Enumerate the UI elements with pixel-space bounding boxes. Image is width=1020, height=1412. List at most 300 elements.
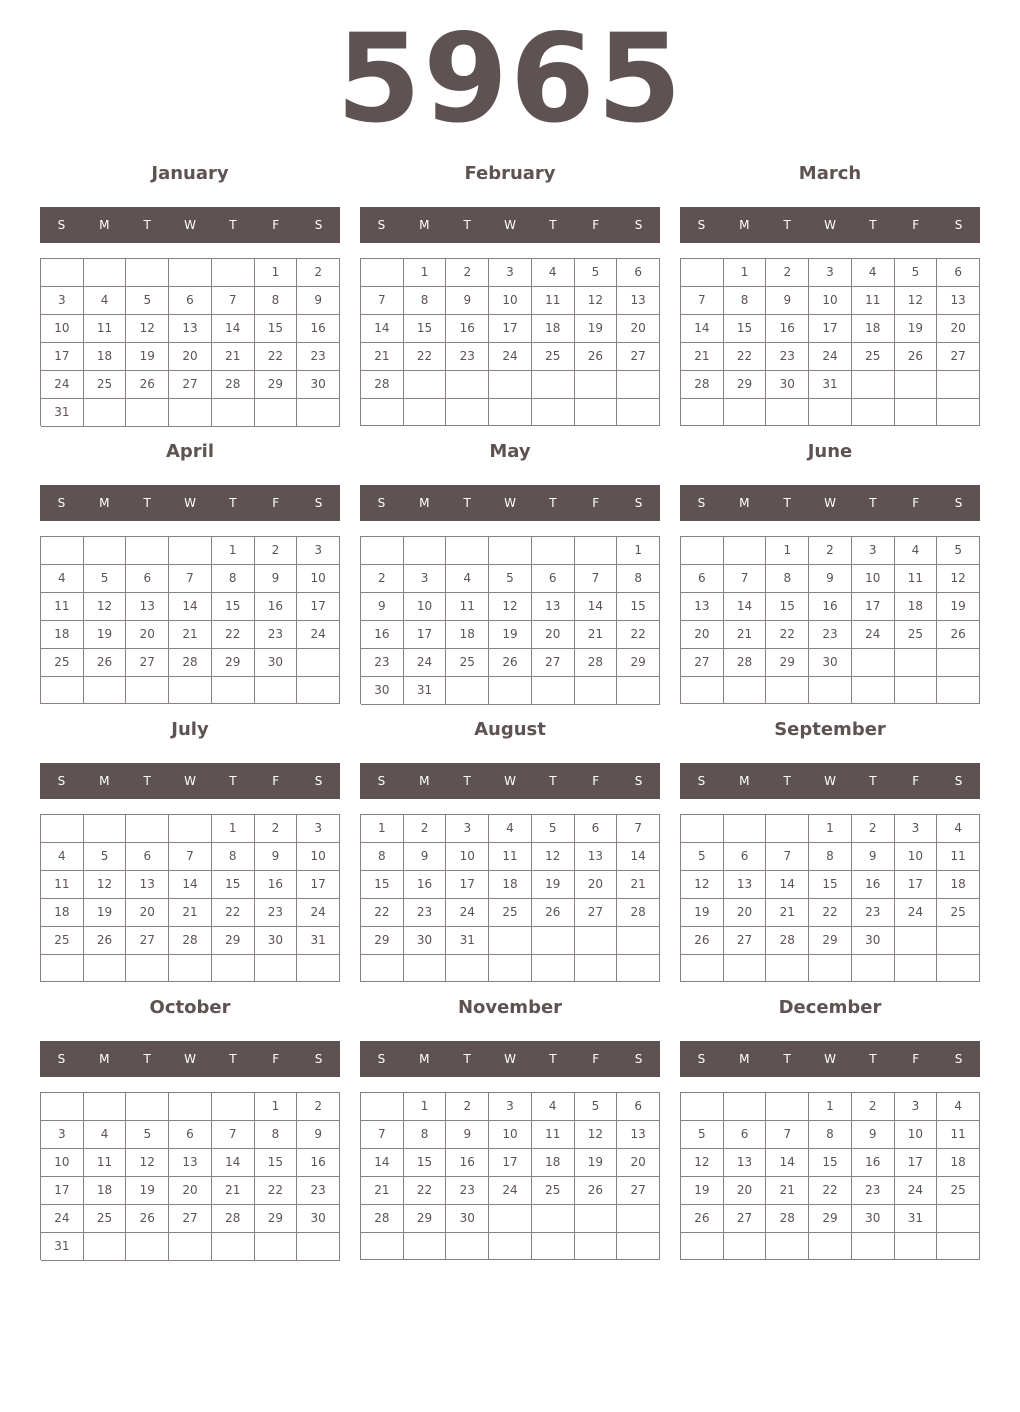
day-cell: 26 xyxy=(681,927,724,955)
day-cell: 5 xyxy=(575,1093,618,1121)
day-cell: 2 xyxy=(297,1093,340,1121)
day-cell: 31 xyxy=(446,927,489,955)
empty-cell xyxy=(361,1093,404,1121)
empty-cell xyxy=(84,1093,127,1121)
empty-cell xyxy=(895,649,938,677)
day-cell: 12 xyxy=(575,1121,618,1149)
empty-cell xyxy=(297,399,340,427)
day-cell: 26 xyxy=(575,1177,618,1205)
day-cell: 27 xyxy=(617,343,660,371)
day-cell: 4 xyxy=(84,287,127,315)
month-name: November xyxy=(457,997,563,1018)
weekday-label: F xyxy=(592,1052,600,1066)
day-cell: 3 xyxy=(297,815,340,843)
empty-cell xyxy=(489,927,532,955)
day-cell: 25 xyxy=(84,1205,127,1233)
day-cell: 20 xyxy=(617,315,660,343)
weekday-label: S xyxy=(634,774,643,788)
day-cell: 11 xyxy=(446,593,489,621)
day-cell: 9 xyxy=(852,843,895,871)
empty-cell xyxy=(681,537,724,565)
day-cell: 3 xyxy=(41,1121,84,1149)
empty-cell xyxy=(766,1233,809,1260)
day-cell: 18 xyxy=(41,899,84,927)
weekday-label: T xyxy=(549,1052,557,1066)
weekday-label: S xyxy=(697,218,706,232)
empty-cell xyxy=(361,955,404,982)
day-cell: 5 xyxy=(489,565,532,593)
day-cell: 21 xyxy=(361,343,404,371)
day-cell: 9 xyxy=(297,1121,340,1149)
day-cell: 22 xyxy=(404,1177,447,1205)
day-cell: 23 xyxy=(404,899,447,927)
day-cell: 15 xyxy=(212,871,255,899)
day-cell: 28 xyxy=(724,649,767,677)
weekday-header xyxy=(360,1041,660,1077)
empty-cell xyxy=(446,955,489,982)
day-cell: 17 xyxy=(489,1149,532,1177)
day-cell: 15 xyxy=(766,593,809,621)
weekday-label: S xyxy=(377,496,386,510)
day-cell: 20 xyxy=(724,899,767,927)
day-cell: 28 xyxy=(361,1205,404,1233)
day-cell: 27 xyxy=(724,927,767,955)
day-cell: 24 xyxy=(895,1177,938,1205)
day-cell: 8 xyxy=(617,565,660,593)
weekday-label: T xyxy=(463,218,471,232)
day-cell: 12 xyxy=(532,843,575,871)
empty-cell xyxy=(297,649,340,677)
empty-cell xyxy=(852,955,895,982)
weekday-label: S xyxy=(697,496,706,510)
day-cell: 29 xyxy=(617,649,660,677)
day-cell: 25 xyxy=(489,899,532,927)
day-cell: 15 xyxy=(404,315,447,343)
empty-cell xyxy=(681,1093,724,1121)
weekday-header xyxy=(360,763,660,799)
day-cell: 17 xyxy=(41,343,84,371)
day-cell: 2 xyxy=(809,537,852,565)
empty-cell xyxy=(937,677,980,704)
empty-cell xyxy=(446,1233,489,1260)
empty-cell xyxy=(681,815,724,843)
day-cell: 24 xyxy=(489,343,532,371)
day-cell: 4 xyxy=(852,259,895,287)
weekday-label: T xyxy=(229,1052,237,1066)
day-cell: 25 xyxy=(532,343,575,371)
day-cell: 5 xyxy=(126,1121,169,1149)
day-cell: 31 xyxy=(41,1233,84,1261)
empty-cell xyxy=(766,1093,809,1121)
weekday-label: T xyxy=(783,218,791,232)
day-grid xyxy=(40,1092,340,1260)
day-cell: 19 xyxy=(126,1177,169,1205)
day-cell: 23 xyxy=(766,343,809,371)
day-cell: 23 xyxy=(852,1177,895,1205)
empty-cell xyxy=(169,537,212,565)
day-cell: 13 xyxy=(724,871,767,899)
day-cell: 2 xyxy=(297,259,340,287)
empty-cell xyxy=(126,1093,169,1121)
empty-cell xyxy=(126,399,169,427)
weekday-label: M xyxy=(99,1052,110,1066)
day-cell: 22 xyxy=(255,1177,298,1205)
weekday-label: S xyxy=(697,1052,706,1066)
day-cell: 2 xyxy=(361,565,404,593)
day-cell: 1 xyxy=(255,1093,298,1121)
weekday-label: T xyxy=(463,496,471,510)
weekday-label: T xyxy=(229,774,237,788)
day-cell: 6 xyxy=(126,565,169,593)
weekday-header xyxy=(40,485,340,521)
empty-cell xyxy=(575,371,618,399)
day-cell: 23 xyxy=(297,343,340,371)
day-cell: 29 xyxy=(766,649,809,677)
day-cell: 30 xyxy=(852,1205,895,1233)
empty-cell xyxy=(575,677,618,705)
day-cell: 22 xyxy=(255,343,298,371)
empty-cell xyxy=(84,677,127,704)
day-cell: 8 xyxy=(724,287,767,315)
empty-cell xyxy=(937,1233,980,1260)
day-cell: 23 xyxy=(446,343,489,371)
empty-cell xyxy=(212,259,255,287)
weekday-label: F xyxy=(912,774,920,788)
day-cell: 5 xyxy=(681,843,724,871)
day-cell: 4 xyxy=(41,843,84,871)
day-cell: 14 xyxy=(361,1149,404,1177)
weekday-label: M xyxy=(419,1052,430,1066)
day-cell: 28 xyxy=(617,899,660,927)
empty-cell xyxy=(297,1233,340,1261)
day-cell: 31 xyxy=(809,371,852,399)
day-cell: 11 xyxy=(489,843,532,871)
day-cell: 26 xyxy=(84,649,127,677)
day-cell: 13 xyxy=(575,843,618,871)
empty-cell xyxy=(575,537,618,565)
day-cell: 1 xyxy=(724,259,767,287)
weekday-label: F xyxy=(912,496,920,510)
day-cell: 25 xyxy=(852,343,895,371)
weekday-label: W xyxy=(504,1052,516,1066)
weekday-label: S xyxy=(697,774,706,788)
day-cell: 16 xyxy=(404,871,447,899)
day-cell: 17 xyxy=(852,593,895,621)
empty-cell xyxy=(617,1233,660,1260)
day-cell: 6 xyxy=(937,259,980,287)
day-cell: 24 xyxy=(446,899,489,927)
day-cell: 3 xyxy=(489,1093,532,1121)
day-cell: 17 xyxy=(297,593,340,621)
weekday-label: T xyxy=(463,774,471,788)
day-cell: 31 xyxy=(895,1205,938,1233)
empty-cell xyxy=(255,677,298,704)
day-cell: 7 xyxy=(361,1121,404,1149)
day-cell: 24 xyxy=(41,371,84,399)
day-cell: 6 xyxy=(575,815,618,843)
weekday-label: W xyxy=(504,774,516,788)
day-cell: 23 xyxy=(852,899,895,927)
day-cell: 19 xyxy=(575,1149,618,1177)
weekday-label: F xyxy=(272,496,280,510)
empty-cell xyxy=(617,955,660,982)
day-cell: 26 xyxy=(489,649,532,677)
day-cell: 11 xyxy=(895,565,938,593)
day-cell: 13 xyxy=(169,315,212,343)
day-cell: 29 xyxy=(212,649,255,677)
day-cell: 3 xyxy=(852,537,895,565)
empty-cell xyxy=(575,1233,618,1260)
weekday-header xyxy=(680,1041,980,1077)
day-cell: 7 xyxy=(169,843,212,871)
weekday-label: M xyxy=(739,218,750,232)
day-cell: 13 xyxy=(126,871,169,899)
day-cell: 29 xyxy=(212,927,255,955)
day-cell: 18 xyxy=(852,315,895,343)
day-cell: 17 xyxy=(809,315,852,343)
day-cell: 28 xyxy=(361,371,404,399)
day-cell: 12 xyxy=(681,871,724,899)
empty-cell xyxy=(297,677,340,704)
empty-cell xyxy=(937,399,980,426)
weekday-label: S xyxy=(634,218,643,232)
day-cell: 11 xyxy=(937,843,980,871)
day-cell: 3 xyxy=(895,1093,938,1121)
day-cell: 5 xyxy=(84,565,127,593)
day-cell: 23 xyxy=(255,899,298,927)
empty-cell xyxy=(41,537,84,565)
day-cell: 21 xyxy=(169,621,212,649)
day-cell: 16 xyxy=(446,1149,489,1177)
day-cell: 9 xyxy=(446,1121,489,1149)
empty-cell xyxy=(809,399,852,426)
empty-cell xyxy=(575,955,618,982)
weekday-label: T xyxy=(549,496,557,510)
day-cell: 28 xyxy=(766,927,809,955)
day-cell: 17 xyxy=(895,1149,938,1177)
day-cell: 13 xyxy=(169,1149,212,1177)
day-cell: 9 xyxy=(255,565,298,593)
day-grid xyxy=(360,536,660,704)
weekday-header xyxy=(40,763,340,799)
day-cell: 27 xyxy=(617,1177,660,1205)
day-cell: 15 xyxy=(809,1149,852,1177)
day-cell: 19 xyxy=(937,593,980,621)
empty-cell xyxy=(255,1233,298,1261)
empty-cell xyxy=(212,1233,255,1261)
day-cell: 7 xyxy=(169,565,212,593)
empty-cell xyxy=(446,677,489,705)
weekday-label: S xyxy=(634,496,643,510)
day-cell: 9 xyxy=(297,287,340,315)
weekday-header xyxy=(360,207,660,243)
day-cell: 20 xyxy=(937,315,980,343)
weekday-header xyxy=(360,485,660,521)
month-name: September xyxy=(774,719,886,740)
day-cell: 30 xyxy=(809,649,852,677)
month-name: April xyxy=(165,441,215,462)
weekday-label: T xyxy=(869,1052,877,1066)
weekday-label: F xyxy=(272,774,280,788)
weekday-label: F xyxy=(592,496,600,510)
day-cell: 25 xyxy=(41,927,84,955)
day-cell: 2 xyxy=(852,815,895,843)
day-cell: 19 xyxy=(895,315,938,343)
day-grid xyxy=(40,814,340,982)
empty-cell xyxy=(681,259,724,287)
day-grid xyxy=(680,814,980,982)
empty-cell xyxy=(169,677,212,704)
empty-cell xyxy=(852,677,895,704)
weekday-label: M xyxy=(739,496,750,510)
weekday-label: T xyxy=(143,496,151,510)
day-cell: 4 xyxy=(895,537,938,565)
day-cell: 23 xyxy=(809,621,852,649)
empty-cell xyxy=(895,399,938,426)
empty-cell xyxy=(84,815,127,843)
day-cell: 2 xyxy=(766,259,809,287)
day-cell: 12 xyxy=(575,287,618,315)
weekday-label: M xyxy=(419,496,430,510)
day-cell: 12 xyxy=(681,1149,724,1177)
day-cell: 11 xyxy=(84,315,127,343)
day-cell: 23 xyxy=(361,649,404,677)
day-cell: 13 xyxy=(617,287,660,315)
day-cell: 7 xyxy=(212,1121,255,1149)
weekday-label: W xyxy=(184,774,196,788)
empty-cell xyxy=(84,537,127,565)
day-cell: 26 xyxy=(895,343,938,371)
day-cell: 7 xyxy=(617,815,660,843)
day-cell: 12 xyxy=(895,287,938,315)
weekday-label: W xyxy=(504,218,516,232)
day-cell: 27 xyxy=(169,371,212,399)
weekday-label: T xyxy=(869,774,877,788)
empty-cell xyxy=(895,955,938,982)
empty-cell xyxy=(489,1205,532,1233)
month-name: January xyxy=(151,163,229,184)
day-cell: 23 xyxy=(255,621,298,649)
day-cell: 8 xyxy=(809,1121,852,1149)
day-cell: 27 xyxy=(126,649,169,677)
day-cell: 21 xyxy=(766,899,809,927)
day-cell: 13 xyxy=(937,287,980,315)
day-cell: 14 xyxy=(681,315,724,343)
day-cell: 8 xyxy=(361,843,404,871)
day-cell: 4 xyxy=(937,1093,980,1121)
weekday-label: S xyxy=(954,774,963,788)
empty-cell xyxy=(724,815,767,843)
day-cell: 14 xyxy=(575,593,618,621)
day-cell: 2 xyxy=(255,537,298,565)
day-cell: 28 xyxy=(212,1205,255,1233)
day-cell: 1 xyxy=(212,815,255,843)
day-cell: 20 xyxy=(681,621,724,649)
empty-cell xyxy=(937,955,980,982)
day-cell: 26 xyxy=(937,621,980,649)
day-cell: 15 xyxy=(404,1149,447,1177)
weekday-label: F xyxy=(592,774,600,788)
day-cell: 12 xyxy=(489,593,532,621)
empty-cell xyxy=(766,399,809,426)
day-cell: 19 xyxy=(681,1177,724,1205)
day-cell: 2 xyxy=(404,815,447,843)
day-cell: 9 xyxy=(446,287,489,315)
day-cell: 21 xyxy=(724,621,767,649)
empty-cell xyxy=(575,399,618,426)
empty-cell xyxy=(126,537,169,565)
empty-cell xyxy=(532,1205,575,1233)
empty-cell xyxy=(84,259,127,287)
day-grid xyxy=(680,536,980,704)
empty-cell xyxy=(681,1233,724,1260)
empty-cell xyxy=(724,399,767,426)
empty-cell xyxy=(617,371,660,399)
day-cell: 11 xyxy=(41,593,84,621)
empty-cell xyxy=(361,537,404,565)
day-cell: 5 xyxy=(126,287,169,315)
empty-cell xyxy=(404,955,447,982)
day-cell: 10 xyxy=(297,565,340,593)
day-cell: 6 xyxy=(169,287,212,315)
day-cell: 24 xyxy=(852,621,895,649)
day-cell: 9 xyxy=(809,565,852,593)
empty-cell xyxy=(724,1093,767,1121)
weekday-label: S xyxy=(377,774,386,788)
empty-cell xyxy=(489,537,532,565)
day-cell: 10 xyxy=(895,843,938,871)
empty-cell xyxy=(404,371,447,399)
empty-cell xyxy=(852,1233,895,1260)
day-cell: 6 xyxy=(724,843,767,871)
day-cell: 7 xyxy=(681,287,724,315)
weekday-label: S xyxy=(314,496,323,510)
weekday-label: T xyxy=(549,774,557,788)
day-cell: 22 xyxy=(212,621,255,649)
day-cell: 15 xyxy=(255,315,298,343)
day-cell: 14 xyxy=(169,593,212,621)
weekday-label: T xyxy=(783,1052,791,1066)
day-cell: 10 xyxy=(404,593,447,621)
empty-cell xyxy=(169,1233,212,1261)
empty-cell xyxy=(404,1233,447,1260)
day-cell: 20 xyxy=(169,1177,212,1205)
day-cell: 15 xyxy=(617,593,660,621)
empty-cell xyxy=(724,677,767,704)
day-cell: 28 xyxy=(169,649,212,677)
day-cell: 20 xyxy=(126,899,169,927)
weekday-label: W xyxy=(184,496,196,510)
day-cell: 1 xyxy=(255,259,298,287)
day-cell: 20 xyxy=(532,621,575,649)
empty-cell xyxy=(126,677,169,704)
day-cell: 7 xyxy=(766,843,809,871)
day-cell: 24 xyxy=(404,649,447,677)
weekday-label: M xyxy=(99,218,110,232)
weekday-label: T xyxy=(143,218,151,232)
day-cell: 3 xyxy=(809,259,852,287)
empty-cell xyxy=(532,927,575,955)
day-cell: 30 xyxy=(766,371,809,399)
day-cell: 6 xyxy=(617,1093,660,1121)
empty-cell xyxy=(766,815,809,843)
day-cell: 15 xyxy=(212,593,255,621)
day-cell: 28 xyxy=(169,927,212,955)
day-cell: 30 xyxy=(404,927,447,955)
day-cell: 11 xyxy=(532,1121,575,1149)
day-cell: 4 xyxy=(937,815,980,843)
weekday-label: W xyxy=(184,1052,196,1066)
